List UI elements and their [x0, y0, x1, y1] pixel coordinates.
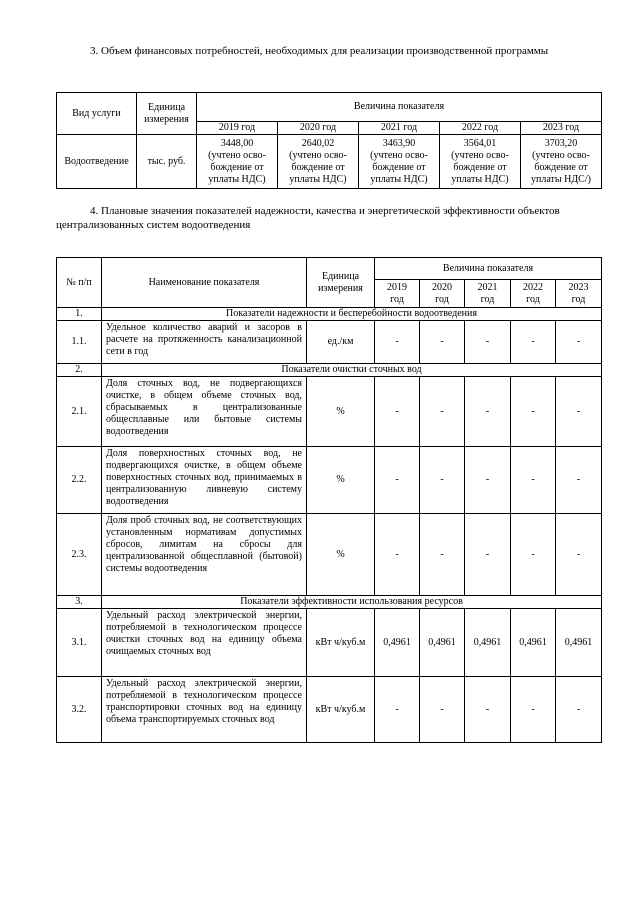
row-num: 3.1. [57, 609, 102, 677]
indicator-value: - [420, 321, 465, 364]
indicator-value: - [375, 514, 420, 596]
indicator-name: Доля сточных вод, не подвергающихся очистке, в общем объеме сточных вод, сбрасываемых в централизованные общесплавные или бытовые системы водоотведения [102, 377, 307, 447]
indicator-unit: кВт ч/куб.м [307, 609, 375, 677]
indicator-name: Удельный расход электрической энергии, потребляемой в технологическом процессе транспортировки сточных вод на единицу объема транспортируемых сточных вод [102, 677, 307, 743]
indicator-value: - [375, 377, 420, 447]
indicator-value: - [465, 377, 511, 447]
indicator-value: - [420, 377, 465, 447]
indicator-value: - [420, 447, 465, 514]
indicator-value: - [511, 514, 556, 596]
year-header: 2022 год [440, 122, 521, 135]
indicator-value: - [420, 677, 465, 743]
value-cell: 3463,90 (учтено осво- бождение от уплаты НДС) [359, 135, 440, 189]
year-header: 2022 год [511, 280, 556, 308]
group-title: Показатели очистки сточных вод [102, 364, 602, 377]
year-header: 2019 год [375, 280, 420, 308]
value-cell: 3564,01 (учтено осво- бождение от уплаты НДС) [440, 135, 521, 189]
indicator-unit: кВт ч/куб.м [307, 677, 375, 743]
indicator-value: - [420, 514, 465, 596]
indicator-name: Доля поверхностных сточных вод, не подвергающихся очистке, в общем объеме поверхностных сточных вод, принимаемых в централизованную ливневую систему водоотведения [102, 447, 307, 514]
indicator-name: Доля проб сточных вод, не соответствующих установленным нормативам допустимых сбросов, лимитам на сбросы для централизованной общесплавной (бытовой) системы водоотведения [102, 514, 307, 596]
col-name-header: Наименование показателя [102, 258, 307, 308]
indicator-value: - [556, 447, 602, 514]
group-title: Показатели надежности и бесперебойности водоотведения [102, 308, 602, 321]
group-num: 3. [57, 596, 102, 609]
indicator-value: - [511, 447, 556, 514]
indicator-value: - [511, 377, 556, 447]
indicator-value: - [375, 447, 420, 514]
col-unit-header: Единица измерения [307, 258, 375, 308]
section3-heading: 3. Объем финансовых потребностей, необходимых для реализации производственной программы [90, 45, 549, 57]
row-num: 3.2. [57, 677, 102, 743]
group-num: 2. [57, 364, 102, 377]
col-service-header: Вид услуги [57, 93, 137, 135]
indicator-value: 0,4961 [465, 609, 511, 677]
row-num: 2.3. [57, 514, 102, 596]
indicator-value: - [465, 321, 511, 364]
indicator-value: - [465, 514, 511, 596]
col-value-header: Величина показателя [197, 93, 602, 122]
financial-needs-table [56, 92, 602, 189]
row-num: 1.1. [57, 321, 102, 364]
year-header: 2019 год [197, 122, 278, 135]
col-value-header: Величина показателя [375, 258, 602, 280]
indicator-value: - [556, 677, 602, 743]
indicator-value: - [375, 321, 420, 364]
year-header: 2020 год [420, 280, 465, 308]
col-unit-header: Единица измерения [137, 93, 197, 135]
indicator-unit: % [307, 377, 375, 447]
indicator-value: - [556, 321, 602, 364]
col-num-header: № п/п [57, 258, 102, 308]
year-header: 2021 год [359, 122, 440, 135]
indicator-value: - [511, 677, 556, 743]
year-header: 2023 год [521, 122, 602, 135]
indicator-value: - [556, 514, 602, 596]
group-num: 1. [57, 308, 102, 321]
indicator-unit: % [307, 514, 375, 596]
year-header: 2021 год [465, 280, 511, 308]
year-header: 2023 год [556, 280, 602, 308]
indicator-unit: ед./км [307, 321, 375, 364]
indicator-value: - [556, 377, 602, 447]
indicator-unit: % [307, 447, 375, 514]
indicator-name: Удельный расход электрической энергии, потребляемой в технологическом процессе очистки сточных вод на единицу объема очищаемых сточных вод [102, 609, 307, 677]
indicators-table [56, 257, 602, 743]
service-cell: Водоотведение [57, 135, 137, 189]
section4-heading: 4. Плановые значения показателей надежности, качества и энергетической эффективности объектов централизованных систем водоотведения [56, 205, 560, 231]
group-title: Показатели эффективности использования ресурсов [102, 596, 602, 609]
indicator-value: - [511, 321, 556, 364]
row-num: 2.1. [57, 377, 102, 447]
indicator-value: 0,4961 [375, 609, 420, 677]
indicator-value: 0,4961 [556, 609, 602, 677]
value-cell: 2640,02 (учтено осво- бождение от уплаты НДС) [278, 135, 359, 189]
unit-cell: тыс. руб. [137, 135, 197, 189]
value-cell: 3448,00 (учтено осво- бождение от уплаты НДС) [197, 135, 278, 189]
year-header: 2020 год [278, 122, 359, 135]
indicator-value: 0,4961 [420, 609, 465, 677]
indicator-value: 0,4961 [511, 609, 556, 677]
indicator-value: - [375, 677, 420, 743]
indicator-value: - [465, 677, 511, 743]
row-num: 2.2. [57, 447, 102, 514]
indicator-value: - [465, 447, 511, 514]
value-cell: 3703,20 (учтено осво- бождение от уплаты НДС/) [521, 135, 602, 189]
indicator-name: Удельное количество аварий и засоров в расчете на протяженность канализационной сети в год [102, 321, 307, 364]
